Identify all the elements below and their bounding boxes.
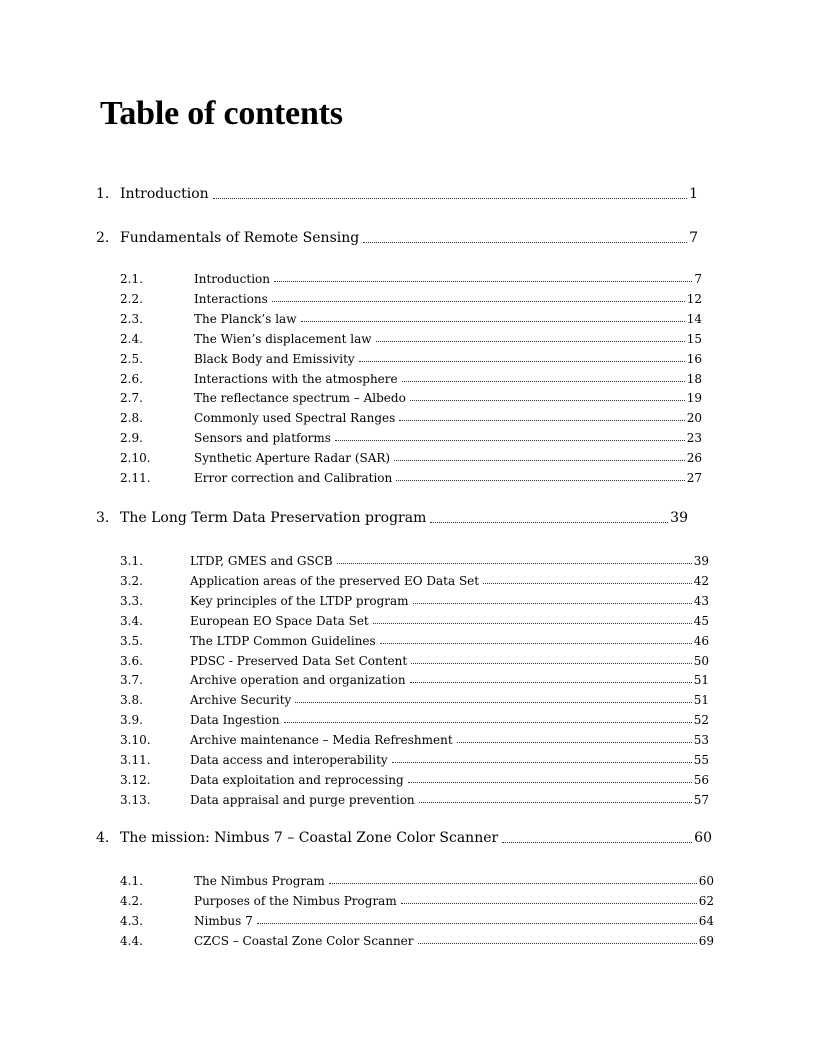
toc-subsection[interactable]	[120, 411, 702, 425]
entry-label: Introduction	[120, 186, 209, 202]
entry-label: Purposes of the Nimbus Program	[194, 894, 397, 908]
entry-number: 4.4.	[120, 934, 143, 948]
entry-label: The Long Term Data Preservation program	[120, 510, 427, 526]
entry-page-number: 26	[686, 451, 702, 465]
entry-number: 4.3.	[120, 914, 143, 928]
toc-subsection[interactable]	[120, 391, 702, 405]
dot-leader	[410, 682, 692, 683]
toc-subsection[interactable]	[120, 654, 709, 668]
toc-subsection[interactable]	[120, 914, 714, 928]
dot-leader	[394, 460, 685, 461]
entry-page-number: 12	[686, 292, 702, 306]
dot-leader	[295, 702, 691, 703]
entry-label: Interactions	[194, 292, 268, 306]
entry-label: Synthetic Aperture Radar (SAR)	[194, 451, 391, 465]
toc-subsection[interactable]	[120, 372, 702, 386]
entry-page-number: 60	[694, 830, 712, 846]
entry-number: 2.4.	[120, 332, 143, 346]
entry-page-number: 7	[689, 230, 698, 246]
entry-label: CZCS – Coastal Zone Color Scanner	[194, 934, 414, 948]
entry-number: 1.	[96, 186, 110, 202]
dot-leader	[502, 842, 692, 843]
dot-leader	[430, 522, 668, 523]
toc-subsection[interactable]	[120, 554, 709, 568]
dot-leader	[418, 943, 697, 944]
entry-page-number: 18	[686, 372, 702, 386]
entry-number: 3.7.	[120, 673, 143, 687]
toc-subsection[interactable]	[120, 292, 702, 306]
entry-number: 4.1.	[120, 874, 143, 888]
entry-label: Introduction	[194, 272, 270, 286]
entry-number: 3.9.	[120, 713, 143, 727]
entry-label: Archive maintenance – Media Refreshment	[190, 733, 453, 747]
entry-number: 2.3.	[120, 312, 143, 326]
toc-section-1[interactable]	[96, 186, 698, 202]
entry-label: Fundamentals of Remote Sensing	[120, 230, 360, 246]
dot-leader	[373, 623, 692, 624]
dot-leader	[411, 663, 692, 664]
entry-number: 2.6.	[120, 372, 143, 386]
entry-number: 2.9.	[120, 431, 143, 445]
dot-leader	[399, 420, 684, 421]
toc-section-4[interactable]	[96, 830, 712, 846]
entry-label: The Nimbus Program	[194, 874, 325, 888]
entry-label: The mission: Nimbus 7 – Coastal Zone Color Scanner	[120, 830, 499, 846]
dot-leader	[359, 361, 685, 362]
toc-subsection[interactable]	[120, 693, 709, 707]
entry-number: 3.1.	[120, 554, 143, 568]
entry-label: LTDP, GMES and GSCB	[190, 554, 333, 568]
entry-number: 3.5.	[120, 634, 143, 648]
entry-label: The Wien’s displacement law	[194, 332, 372, 346]
entry-page-number: 51	[693, 673, 709, 687]
entry-number: 3.13.	[120, 793, 151, 807]
toc-subsection[interactable]	[120, 634, 709, 648]
entry-label: European EO Space Data Set	[190, 614, 369, 628]
entry-number: 2.1.	[120, 272, 143, 286]
entry-number: 2.11.	[120, 471, 151, 485]
dot-leader	[337, 563, 692, 564]
entry-number: 4.2.	[120, 894, 143, 908]
toc-subsection[interactable]	[120, 614, 709, 628]
toc-subsection[interactable]	[120, 894, 714, 908]
entry-page-number: 52	[693, 713, 709, 727]
toc-subsection[interactable]	[120, 594, 709, 608]
entry-label: Data appraisal and purge prevention	[190, 793, 415, 807]
entry-label: PDSC - Preserved Data Set Content	[190, 654, 408, 668]
dot-leader	[392, 762, 692, 763]
entry-page-number: 46	[693, 634, 709, 648]
toc-subsection[interactable]	[120, 332, 702, 346]
entry-page-number: 19	[686, 391, 702, 405]
entry-label: Key principles of the LTDP program	[190, 594, 409, 608]
dot-leader	[408, 782, 692, 783]
toc-subsection[interactable]	[120, 773, 709, 787]
dot-leader	[413, 603, 692, 604]
entry-label: Interactions with the atmosphere	[194, 372, 398, 386]
entry-number: 3.11.	[120, 753, 151, 767]
toc-subsection[interactable]	[120, 431, 702, 445]
dot-leader	[329, 883, 697, 884]
entry-page-number: 45	[693, 614, 709, 628]
entry-number: 2.8.	[120, 411, 143, 425]
entry-page-number: 27	[686, 471, 702, 485]
toc-subsection[interactable]	[120, 272, 702, 286]
dot-leader	[257, 923, 697, 924]
entry-label: Error correction and Calibration	[194, 471, 393, 485]
dot-leader	[396, 480, 684, 481]
entry-label: Archive operation and organization	[190, 673, 406, 687]
entry-page-number: 1	[689, 186, 698, 202]
entry-page-number: 55	[693, 753, 709, 767]
entry-page-number: 39	[670, 510, 688, 526]
entry-label: Data exploitation and reprocessing	[190, 773, 404, 787]
dot-leader	[213, 198, 687, 199]
entry-number: 3.4.	[120, 614, 143, 628]
entry-label: Archive Security	[190, 693, 292, 707]
entry-number: 2.2.	[120, 292, 143, 306]
entry-page-number: 51	[693, 693, 709, 707]
entry-number: 3.3.	[120, 594, 143, 608]
entry-number: 3.12.	[120, 773, 151, 787]
dot-leader	[284, 722, 692, 723]
dot-leader	[380, 643, 692, 644]
entry-number: 3.6.	[120, 654, 143, 668]
toc-subsection[interactable]	[120, 713, 709, 727]
entry-page-number: 56	[693, 773, 709, 787]
entry-page-number: 62	[698, 894, 714, 908]
dot-leader	[419, 802, 692, 803]
entry-label: Black Body and Emissivity	[194, 352, 355, 366]
entry-page-number: 69	[698, 934, 714, 948]
dot-leader	[457, 742, 692, 743]
entry-page-number: 60	[698, 874, 714, 888]
entry-page-number: 53	[693, 733, 709, 747]
entry-page-number: 43	[693, 594, 709, 608]
dot-leader	[376, 341, 685, 342]
toc-subsection[interactable]	[120, 753, 709, 767]
toc-subsection[interactable]	[120, 312, 702, 326]
dot-leader	[363, 242, 687, 243]
entry-number: 2.5.	[120, 352, 143, 366]
page-title: Table of contents	[100, 95, 343, 132]
entry-page-number: 50	[693, 654, 709, 668]
entry-label: Sensors and platforms	[194, 431, 331, 445]
toc-subsection[interactable]	[120, 673, 709, 687]
toc-subsection[interactable]	[120, 934, 714, 948]
toc-subsection[interactable]	[120, 352, 702, 366]
entry-page-number: 64	[698, 914, 714, 928]
dot-leader	[483, 583, 692, 584]
toc-subsection[interactable]	[120, 451, 702, 465]
entry-number: 4.	[96, 830, 110, 846]
entry-label: Commonly used Spectral Ranges	[194, 411, 396, 425]
entry-label: Application areas of the preserved EO Data Set	[190, 574, 480, 588]
entry-page-number: 20	[686, 411, 702, 425]
dot-leader	[335, 440, 685, 441]
entry-number: 3.10.	[120, 733, 151, 747]
dot-leader	[272, 301, 685, 302]
entry-page-number: 42	[693, 574, 709, 588]
dot-leader	[301, 321, 685, 322]
entry-number: 3.8.	[120, 693, 143, 707]
entry-page-number: 16	[686, 352, 702, 366]
dot-leader	[410, 400, 685, 401]
toc-subsection[interactable]	[120, 574, 709, 588]
entry-page-number: 39	[693, 554, 709, 568]
dot-leader	[401, 903, 697, 904]
entry-page-number: 7	[694, 272, 702, 286]
toc-subsection[interactable]	[120, 874, 714, 888]
dot-leader	[402, 381, 685, 382]
dot-leader	[274, 281, 692, 282]
entry-number: 2.	[96, 230, 110, 246]
toc-section-2[interactable]	[96, 230, 698, 246]
toc-subsection[interactable]	[120, 471, 702, 485]
entry-label: Data Ingestion	[190, 713, 280, 727]
entry-page-number: 23	[686, 431, 702, 445]
entry-number: 3.	[96, 510, 110, 526]
entry-page-number: 57	[693, 793, 709, 807]
entry-label: Nimbus 7	[194, 914, 253, 928]
toc-section-3[interactable]	[96, 510, 688, 526]
entry-page-number: 14	[686, 312, 702, 326]
entry-number: 2.7.	[120, 391, 143, 405]
entry-label: The LTDP Common Guidelines	[190, 634, 376, 648]
toc-subsection[interactable]	[120, 793, 709, 807]
toc-subsection[interactable]	[120, 733, 709, 747]
entry-label: The Planck’s law	[194, 312, 297, 326]
entry-label: Data access and interoperability	[190, 753, 388, 767]
entry-number: 2.10.	[120, 451, 151, 465]
entry-number: 3.2.	[120, 574, 143, 588]
entry-page-number: 15	[686, 332, 702, 346]
entry-label: The reflectance spectrum – Albedo	[194, 391, 406, 405]
